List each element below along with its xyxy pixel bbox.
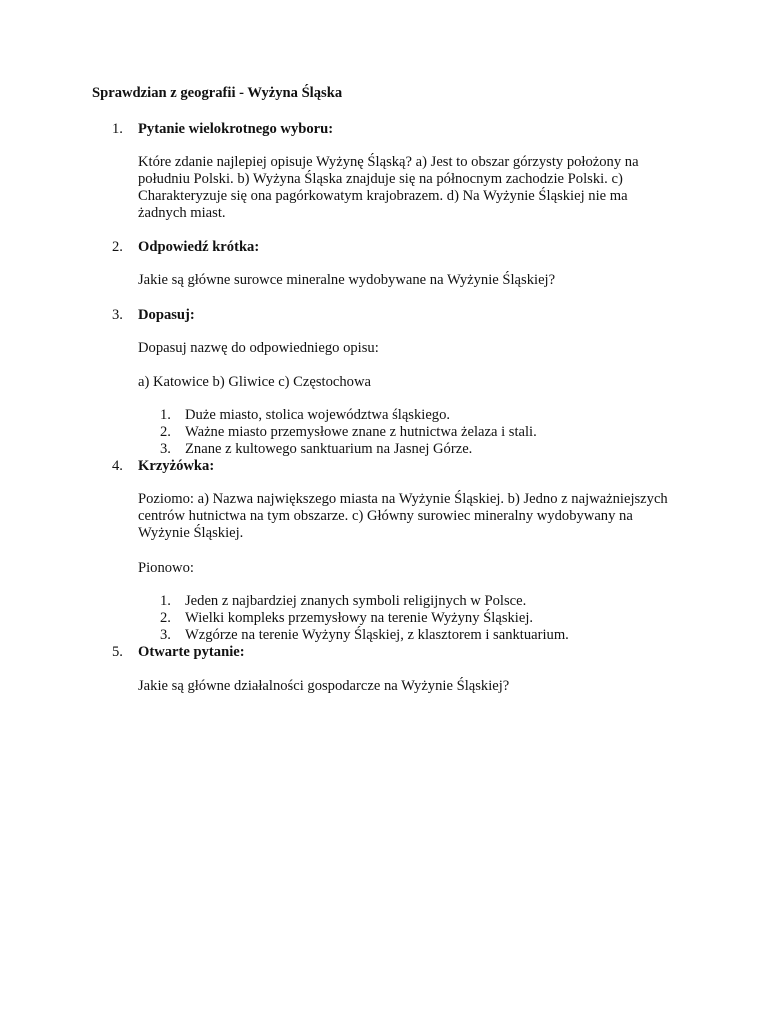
question-3-instruction: Dopasuj nazwę do odpowiedniego opisu: (138, 340, 379, 356)
list-item-number: 1. (160, 407, 171, 423)
question-number: 1. (112, 121, 123, 137)
question-heading: Otwarte pytanie: (138, 644, 245, 660)
list-item-text: Wzgórze na terenie Wyżyny Śląskiej, z klasztorem i sanktuarium. (185, 627, 569, 643)
question-number: 5. (112, 644, 123, 660)
document-title: Sprawdzian z geografii - Wyżyna Śląska (92, 85, 343, 101)
list-item-text: Wielki kompleks przemysłowy na terenie Wyżyny Śląskiej. (185, 610, 534, 626)
list-item-number: 2. (160, 610, 171, 626)
list-item-text: Znane z kultowego sanktuarium na Jasnej Górze. (185, 441, 473, 457)
question-heading: Dopasuj: (138, 307, 195, 323)
list-item-number: 1. (160, 593, 171, 609)
list-item-number: 3. (160, 627, 171, 643)
question-5-text: Jakie są główne działalności gospodarcze na Wyżynie Śląskiej? (138, 678, 510, 694)
question-4-horizontal: Poziomo: a) Nazwa największego miasta na Wyżynie Śląskiej. b) Jedno z najważniejszych centrów hutnictwa na tym obszarze. c) Główny surowiec mineralny wydobywany na Wyżynie Śląskiej. (138, 491, 668, 541)
question-heading: Krzyżówka: (138, 458, 215, 474)
list-item-number: 3. (160, 441, 171, 457)
list-item-text: Jeden z najbardziej znanych symboli religijnych w Polsce. (185, 593, 527, 609)
question-2-text: Jakie są główne surowce mineralne wydobywane na Wyżynie Śląskiej? (138, 272, 556, 288)
question-number: 2. (112, 239, 123, 255)
list-item-text: Duże miasto, stolica województwa śląskiego. (185, 407, 451, 423)
question-3-options: a) Katowice b) Gliwice c) Częstochowa (138, 374, 371, 390)
question-heading: Pytanie wielokrotnego wyboru: (138, 121, 334, 137)
question-number: 3. (112, 307, 123, 323)
question-4-vertical-label: Pionowo: (138, 560, 194, 576)
question-1-text: Które zdanie najlepiej opisuje Wyżynę Śląską? a) Jest to obszar górzysty położony na południu Polski. b) Wyżyna Śląska znajduje się na północnym zachodzie Polski. c) Charakteryzuje się ona pagórkowatym krajobrazem. d) Na Wyżynie Śląskiej nie ma żadnych miast. (138, 154, 639, 221)
list-item-number: 2. (160, 424, 171, 440)
question-heading: Odpowiedź krótka: (138, 239, 260, 255)
list-item-text: Ważne miasto przemysłowe znane z hutnictwa żelaza i stali. (185, 424, 537, 440)
question-number: 4. (112, 458, 123, 474)
